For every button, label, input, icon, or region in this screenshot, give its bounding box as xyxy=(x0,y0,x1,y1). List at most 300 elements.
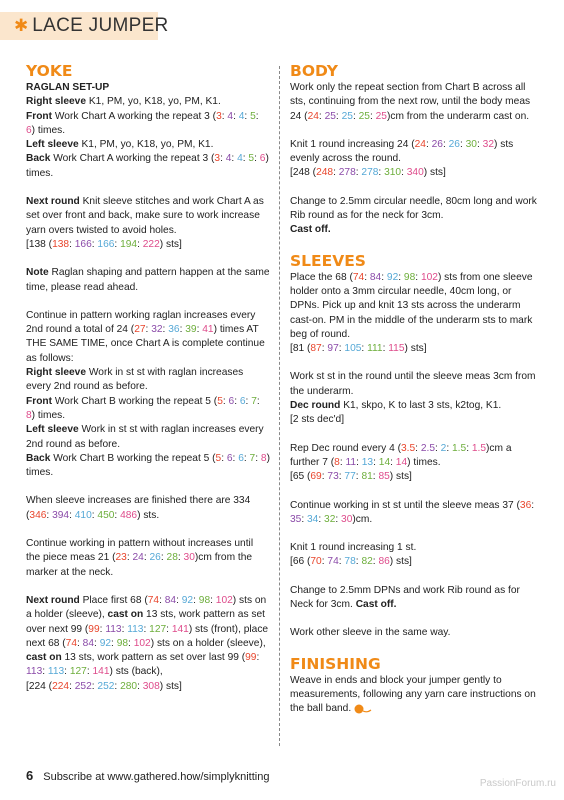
text: )cm from the underarm cast on. xyxy=(386,110,530,122)
text: Work in st st with raglan increases every 2nd round as before. xyxy=(26,367,244,393)
size-value: 92 xyxy=(181,594,194,606)
size-value: 78 xyxy=(344,556,356,568)
size-separator: : xyxy=(355,556,362,568)
text: ) times. xyxy=(407,456,441,468)
label-right-sleeve: Right sleeve xyxy=(26,96,87,108)
left-column xyxy=(26,62,270,708)
size-separator: : xyxy=(415,271,421,283)
size-separator: : xyxy=(94,637,100,649)
text: [224 ( xyxy=(26,680,53,692)
size-value: 252 xyxy=(74,680,92,692)
size-separator: : xyxy=(372,471,379,483)
size-value: 74 xyxy=(147,594,160,606)
size-value: 85 xyxy=(378,471,390,483)
size-separator: : xyxy=(234,395,240,407)
size-separator: : xyxy=(355,167,362,179)
text: Work st st in the round until the sleeve meas 3cm from the underarm. xyxy=(290,371,536,397)
size-separator: : xyxy=(69,238,75,250)
asterisk-icon: ✱ xyxy=(14,15,29,36)
size-separator: : xyxy=(244,110,251,122)
size-value: 5 xyxy=(215,452,222,464)
size-value: 6 xyxy=(26,124,32,136)
size-value: 486 xyxy=(120,509,138,521)
size-separator: : xyxy=(193,594,199,606)
sizes xyxy=(308,111,387,122)
size-value: 166 xyxy=(97,238,115,250)
next-round-1 xyxy=(26,195,270,252)
size-separator: : xyxy=(160,552,167,564)
size-separator: : xyxy=(137,680,143,692)
text: Continue in pattern working raglan increases every 2nd round a total of 24 ( xyxy=(26,309,256,336)
continue-pattern xyxy=(26,537,270,580)
size-separator: : xyxy=(390,456,396,468)
text: Weave in ends and block your jumper gently to measurements, following any yarn care instructions on the ball band. xyxy=(290,674,536,715)
sizes xyxy=(316,167,424,178)
size-separator: : xyxy=(372,556,379,568)
size-value: 82 xyxy=(361,556,373,568)
text: ) sts] xyxy=(389,471,412,483)
size-value: 6 xyxy=(228,395,235,407)
size-separator: : xyxy=(69,680,75,692)
size-value: 98 xyxy=(403,271,416,283)
header-bar xyxy=(0,12,169,40)
size-value: 30 xyxy=(465,138,477,150)
size-value: 24 xyxy=(132,552,144,564)
text: ) times. xyxy=(26,153,269,179)
size-value: 36 xyxy=(519,499,532,511)
size-value: 69 xyxy=(310,471,322,483)
size-value: 32 xyxy=(482,138,494,150)
size-value: 26 xyxy=(448,138,460,150)
size-separator: : xyxy=(459,138,466,150)
label-cast-off: Cast off. xyxy=(355,599,397,611)
size-separator: : xyxy=(369,110,376,122)
next-round-2 xyxy=(26,594,270,694)
right-column xyxy=(290,62,542,731)
raglan-increases xyxy=(26,309,270,481)
size-separator: : xyxy=(401,167,407,179)
size-value: 7 xyxy=(249,452,256,464)
size-value: 92 xyxy=(386,271,399,283)
size-value: 84 xyxy=(82,637,95,649)
sizes xyxy=(216,453,267,464)
size-separator: : xyxy=(46,509,53,521)
size-value: 248 xyxy=(316,167,334,179)
size-value: 30 xyxy=(341,513,353,525)
size-separator: : xyxy=(339,456,346,468)
body-increase xyxy=(290,138,542,181)
size-value: 410 xyxy=(74,509,92,521)
size-separator: : xyxy=(64,666,70,678)
size-value: 113 xyxy=(105,623,122,635)
size-separator: : xyxy=(531,499,535,511)
size-separator: : xyxy=(128,637,134,649)
size-separator: : xyxy=(126,552,133,564)
text: )cm. xyxy=(352,513,373,525)
text: Work Chart A working the repeat 3 ( xyxy=(52,110,217,122)
size-separator: : xyxy=(245,395,252,407)
size-separator: : xyxy=(179,324,186,336)
size-value: 111 xyxy=(367,343,383,355)
size-separator: : xyxy=(42,666,48,678)
size-separator: : xyxy=(91,509,98,521)
text: ) sts] xyxy=(423,167,446,179)
size-value: 41 xyxy=(202,324,214,336)
text: ) sts. xyxy=(137,509,160,521)
text: Raglan shaping and pattern happen at the same time, please read ahead. xyxy=(26,267,270,293)
size-value: 224 xyxy=(52,680,70,692)
size-separator: : xyxy=(143,552,150,564)
text: [65 ( xyxy=(290,471,311,483)
size-value: 84 xyxy=(164,594,177,606)
raglan-subheading: RAGLAN SET-UP xyxy=(26,82,110,93)
size-separator: : xyxy=(415,442,421,454)
size-value: 27 xyxy=(134,324,146,336)
sizes xyxy=(115,552,194,563)
text: K1, skpo, K to last 3 sts, k2tog, K1. xyxy=(340,400,502,412)
text: ) sts] xyxy=(159,238,182,250)
size-value: 102 xyxy=(133,637,151,649)
label-cast-on: cast on xyxy=(107,609,144,621)
size-separator: : xyxy=(338,343,345,355)
text: ) sts on a holder (sleeve), xyxy=(26,594,267,621)
size-value: 138 xyxy=(52,238,70,250)
yoke-setup xyxy=(26,95,270,181)
size-separator: : xyxy=(338,471,345,483)
size-separator: : xyxy=(378,167,385,179)
size-separator: : xyxy=(77,637,83,649)
body-heading: BODY xyxy=(290,62,338,80)
text: Work only the repeat section from Chart B across all sts, continuing from the next row, until the body meas 24 ( xyxy=(290,82,531,122)
size-value: 6 xyxy=(259,153,266,165)
size-value: 74 xyxy=(327,556,339,568)
size-value: 113 xyxy=(127,623,144,635)
text: 13 sts, work pattern as set over next 99 ( xyxy=(26,609,265,635)
text: Knit 1 round increasing 1 st. xyxy=(290,542,417,554)
sleeve-increase-count xyxy=(26,494,270,523)
size-value: 450 xyxy=(97,509,115,521)
size-value: 308 xyxy=(142,680,160,692)
label-back: Back xyxy=(26,153,51,165)
text: [248 ( xyxy=(290,167,317,179)
note xyxy=(26,266,270,295)
size-value: 1.5 xyxy=(452,442,467,454)
size-separator: : xyxy=(210,594,216,606)
size-separator: : xyxy=(166,623,172,635)
text: Work Chart A working the repeat 3 ( xyxy=(50,153,215,165)
size-value: 394 xyxy=(52,509,70,521)
size-separator: : xyxy=(232,452,239,464)
size-value: 127 xyxy=(69,666,87,678)
size-value: 2.5 xyxy=(420,442,435,454)
text: Rep Dec round every 4 ( xyxy=(290,442,401,454)
size-value: 25 xyxy=(358,110,370,122)
text: ) sts (back), xyxy=(109,666,163,678)
size-separator: : xyxy=(233,110,239,122)
size-value: 2 xyxy=(440,442,447,454)
size-separator: : xyxy=(256,652,260,664)
size-separator: : xyxy=(398,271,404,283)
size-value: 86 xyxy=(378,556,390,568)
size-separator: : xyxy=(442,138,449,150)
size-separator: : xyxy=(335,513,342,525)
size-value: 32 xyxy=(324,513,336,525)
size-separator: : xyxy=(69,509,75,521)
size-value: 5 xyxy=(217,395,223,407)
size-value: 278 xyxy=(338,167,356,179)
text: Knit sleeve stitches and work Chart A as set over front and back, make sure to work increase yarn overs twisted to avoid holes. xyxy=(26,196,264,236)
sizes xyxy=(88,624,189,635)
size-separator: : xyxy=(143,623,150,635)
size-value: 98 xyxy=(198,594,211,606)
size-separator: : xyxy=(335,110,342,122)
size-value: 98 xyxy=(116,637,129,649)
size-separator: : xyxy=(114,680,121,692)
size-value: 77 xyxy=(344,471,356,483)
text: K1, PM, yo, K18, yo, PM, K1. xyxy=(86,96,221,108)
size-separator: : xyxy=(476,138,483,150)
text: ) sts from one sleeve holder onto a 3mm circular needle, 40cm long, or DPNs. Pick up and knit 13 sts across the underarm cast-on. PM in the middle of the underarm sts to mark beg of round. xyxy=(290,271,533,340)
text: [66 ( xyxy=(290,556,311,568)
size-value: 3.5 xyxy=(400,442,416,454)
subscribe-link[interactable]: Subscribe at www.gathered.how/simplyknitting xyxy=(43,771,270,783)
size-separator: : xyxy=(114,509,121,521)
size-separator: : xyxy=(256,395,260,407)
text: [2 sts dec'd] xyxy=(290,414,345,426)
text: )cm from the marker at the neck. xyxy=(26,552,253,578)
size-value: 97 xyxy=(327,343,339,355)
sizes xyxy=(334,457,407,468)
label-dec-round: Dec round xyxy=(290,400,341,412)
sleeve-rib xyxy=(290,584,542,613)
size-separator: : xyxy=(99,623,106,635)
size-value: 36 xyxy=(168,324,180,336)
text: ) sts] xyxy=(404,343,427,355)
size-separator: : xyxy=(242,153,249,165)
page-number: 6 xyxy=(26,768,34,783)
size-separator: : xyxy=(382,343,389,355)
label-front: Front xyxy=(26,110,53,122)
size-separator: : xyxy=(301,513,308,525)
body-rib xyxy=(290,195,542,238)
size-value: 25 xyxy=(341,110,353,122)
size-separator: : xyxy=(221,110,228,122)
size-value: 8 xyxy=(260,452,267,464)
text: Continue working in pattern without increases until the piece meas 21 ( xyxy=(26,538,254,564)
size-value: 102 xyxy=(420,271,438,283)
size-value: 26 xyxy=(431,138,443,150)
size-value: 194 xyxy=(120,238,138,250)
size-value: 4 xyxy=(227,110,234,122)
text: ) times. xyxy=(31,124,66,136)
size-value: 39 xyxy=(185,324,197,336)
size-value: 4 xyxy=(238,110,245,122)
label-left-sleeve: Left sleeve xyxy=(26,424,79,436)
size-separator: : xyxy=(254,153,260,165)
label-left-sleeve: Left sleeve xyxy=(26,139,79,151)
sleeve-rep-dec xyxy=(290,442,542,485)
yarn-ball-icon xyxy=(354,704,372,714)
size-separator: : xyxy=(355,471,362,483)
size-value: 4 xyxy=(237,153,243,165)
size-value: 13 xyxy=(361,456,374,468)
text: ) times AT THE SAME TIME, once Chart A is complete continue as follows: xyxy=(26,324,265,364)
size-separator: : xyxy=(176,594,182,606)
size-separator: : xyxy=(145,324,152,336)
size-separator: : xyxy=(162,324,169,336)
text: Work other sleeve in the same way. xyxy=(290,627,451,639)
size-value: 280 xyxy=(120,680,138,692)
text: ) times. xyxy=(26,452,270,479)
sleeves-heading: SLEEVES xyxy=(290,251,366,270)
size-separator: : xyxy=(121,623,128,635)
size-value: 99 xyxy=(88,623,100,635)
size-separator: : xyxy=(220,153,226,165)
size-separator: : xyxy=(338,556,345,568)
size-separator: : xyxy=(381,271,387,283)
size-separator: : xyxy=(318,513,325,525)
size-value: 25 xyxy=(324,110,336,122)
size-separator: : xyxy=(243,452,250,464)
text: [138 ( xyxy=(26,238,53,250)
text: K1, PM, yo, K18, yo, PM, K1. xyxy=(78,139,214,151)
size-value: 74 xyxy=(352,271,365,283)
size-value: 105 xyxy=(344,343,362,355)
size-separator: : xyxy=(356,456,362,468)
size-value: 28 xyxy=(166,552,178,564)
size-separator: : xyxy=(221,452,227,464)
finishing-heading: FINISHING xyxy=(290,654,381,673)
size-value: 141 xyxy=(171,623,189,635)
size-value: 115 xyxy=(388,343,405,355)
sleeve-pickup xyxy=(290,271,542,357)
finishing-text xyxy=(290,674,542,717)
sleeve-other xyxy=(290,626,542,640)
size-value: 84 xyxy=(369,271,382,283)
page-title: LACE JUMPER xyxy=(32,15,169,36)
size-value: 81 xyxy=(361,471,373,483)
text: Change to 2.5mm circular needle, 80cm long and work Rib round as for the neck for 3cm. xyxy=(290,195,537,222)
label-front: Front xyxy=(26,395,53,407)
size-value: 222 xyxy=(142,238,160,250)
text: ) sts (front), place next 68 ( xyxy=(26,623,269,649)
size-separator: : xyxy=(114,238,121,250)
label-back: Back xyxy=(26,452,51,464)
text: )cm a further 7 ( xyxy=(290,442,512,468)
size-value: 6 xyxy=(239,395,246,407)
size-separator: : xyxy=(137,238,143,250)
watermark: PassionForum.ru xyxy=(479,778,556,789)
sizes xyxy=(52,681,160,692)
size-value: 23 xyxy=(115,552,127,564)
size-value: 278 xyxy=(361,167,379,179)
column-divider xyxy=(279,66,280,746)
size-value: 14 xyxy=(378,456,391,468)
text: Work in st st with raglan increases every 2nd round as before. xyxy=(26,424,264,450)
sizes xyxy=(148,595,233,606)
size-value: 141 xyxy=(92,666,110,678)
size-value: 30 xyxy=(183,552,195,564)
sizes xyxy=(66,638,151,649)
size-value: 11 xyxy=(345,456,357,468)
yoke-heading: YOKE xyxy=(26,62,73,80)
size-value: 32 xyxy=(151,324,163,336)
size-separator: : xyxy=(321,556,328,568)
size-separator: : xyxy=(333,167,339,179)
text: ) sts on a holder (sleeve), xyxy=(150,637,266,649)
size-value: 3 xyxy=(216,110,222,122)
size-value: 346 xyxy=(29,509,47,521)
sizes xyxy=(401,443,486,454)
sizes xyxy=(214,153,265,164)
size-separator: : xyxy=(91,238,98,250)
size-value: 4 xyxy=(225,153,232,165)
text: ) sts evenly across the round. xyxy=(290,138,514,165)
size-value: 35 xyxy=(290,513,302,525)
size-value: 24 xyxy=(307,110,319,122)
size-separator: : xyxy=(364,271,370,283)
size-separator: : xyxy=(231,153,238,165)
text: Place first 68 ( xyxy=(79,594,148,606)
size-value: 92 xyxy=(99,637,112,649)
text: Continue working in st st until the sleeve meas 37 ( xyxy=(290,499,520,511)
text: 13 sts, work pattern as set over last 99 ( xyxy=(61,652,246,664)
size-separator: : xyxy=(446,442,453,454)
size-value: 1.5 xyxy=(471,442,487,454)
size-separator: : xyxy=(318,110,325,122)
size-separator: : xyxy=(373,456,379,468)
body-repeat xyxy=(290,81,542,124)
text: When sleeve increases are finished there are 334 ( xyxy=(26,495,251,521)
size-value: 252 xyxy=(97,680,115,692)
size-separator: : xyxy=(91,680,98,692)
sizes xyxy=(310,471,389,482)
text: ) sts] xyxy=(389,556,412,568)
sizes xyxy=(134,324,213,335)
size-separator: : xyxy=(425,138,432,150)
size-separator: : xyxy=(255,110,259,122)
size-value: 73 xyxy=(327,471,339,483)
size-separator: : xyxy=(361,343,368,355)
size-separator: : xyxy=(111,637,117,649)
size-separator: : xyxy=(321,343,328,355)
size-value: 25 xyxy=(375,110,387,122)
size-separator: : xyxy=(321,471,328,483)
text: ) sts] xyxy=(159,680,182,692)
label-next-round: Next round xyxy=(26,196,80,208)
size-value: 74 xyxy=(65,637,77,649)
size-value: 340 xyxy=(406,167,424,179)
size-value: 310 xyxy=(384,167,402,179)
size-value: 127 xyxy=(149,623,167,635)
sizes xyxy=(353,272,438,283)
text: Change to 2.5mm DPNs and work Rib round as for Neck for 3cm. xyxy=(290,584,520,611)
footer xyxy=(26,768,269,783)
size-separator: : xyxy=(196,324,203,336)
sleeve-continue xyxy=(290,499,542,528)
size-value: 26 xyxy=(149,552,161,564)
sleeve-increase xyxy=(290,541,542,570)
size-separator: : xyxy=(435,442,441,454)
size-value: 166 xyxy=(74,238,92,250)
size-value: 99 xyxy=(245,652,257,664)
size-value: 8 xyxy=(334,456,340,468)
text: Work Chart B working the repeat 5 ( xyxy=(52,395,218,407)
size-value: 7 xyxy=(251,395,257,407)
size-separator: : xyxy=(466,442,472,454)
size-value: 113 xyxy=(26,666,43,678)
size-separator: : xyxy=(222,395,229,407)
